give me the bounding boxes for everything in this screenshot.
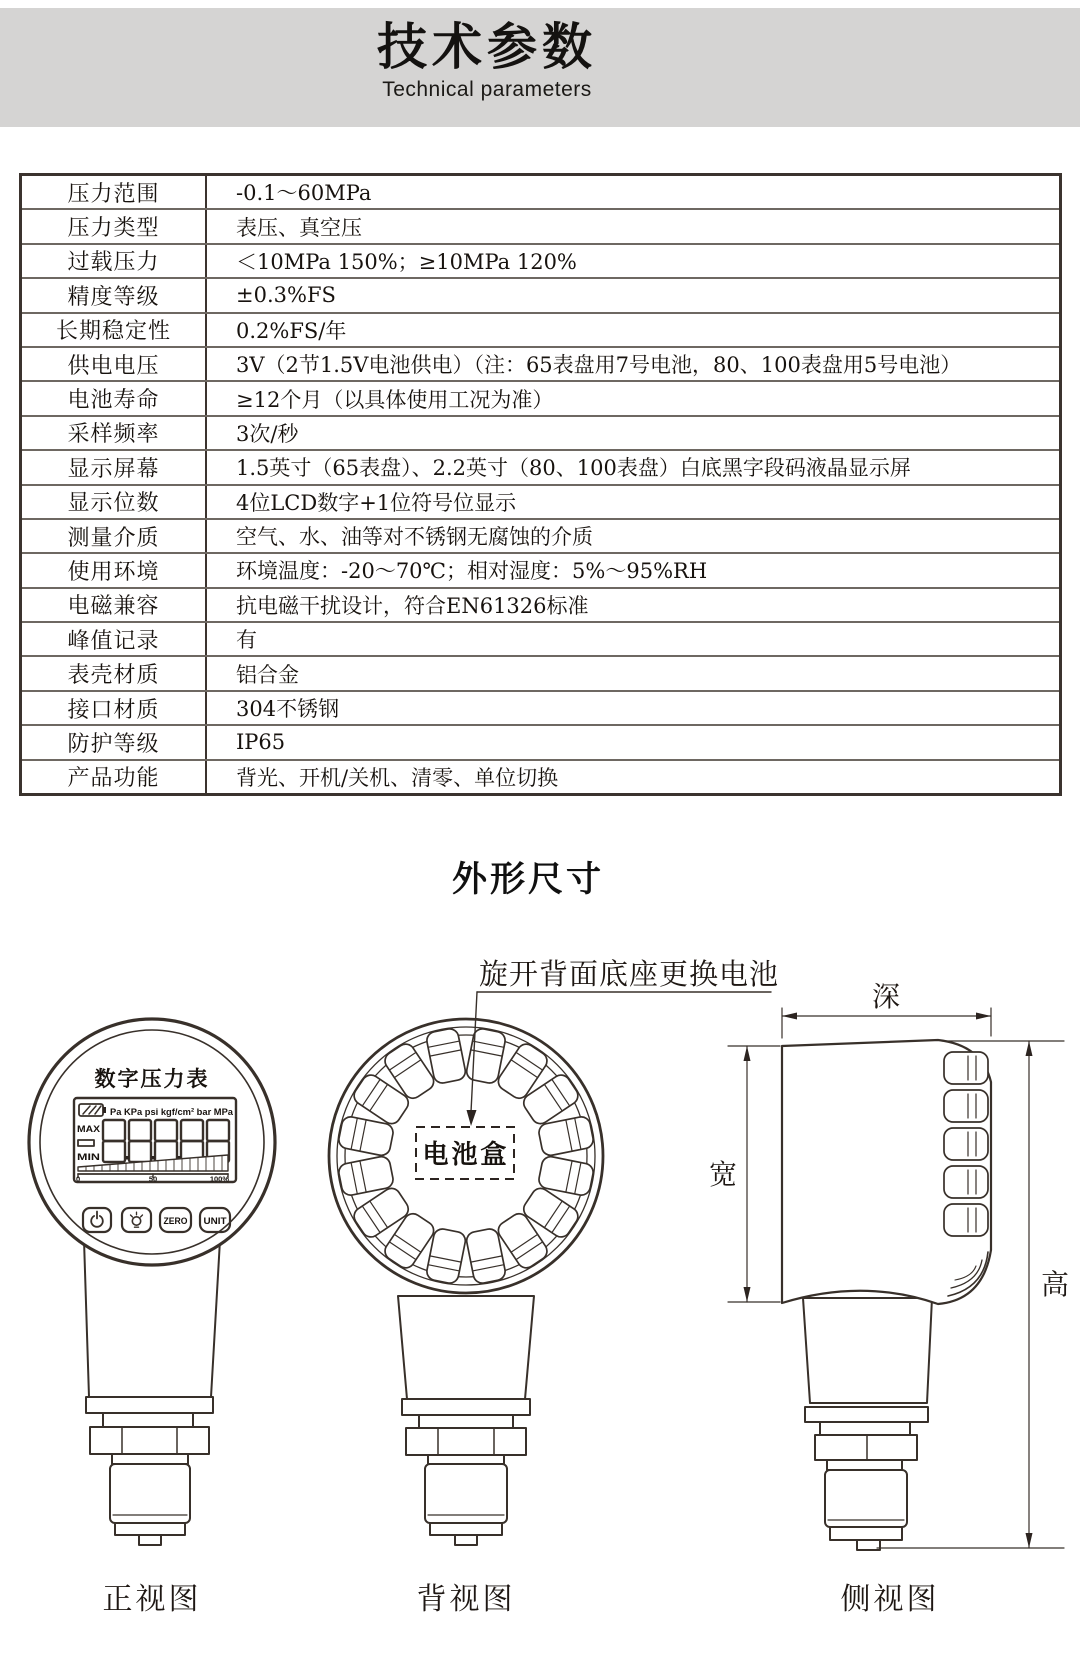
dimension-arrow — [1026, 1533, 1033, 1548]
spec-label: 峰值记录 — [22, 623, 207, 655]
table-row — [22, 690, 1059, 724]
spec-label: 使用环境 — [22, 554, 207, 586]
dimension-arrow — [782, 1013, 797, 1020]
battery-annotation: 旋开背面底座更换电池 — [479, 957, 780, 991]
table-row — [22, 415, 1059, 449]
decimal-point — [126, 1156, 130, 1160]
front-view-label: 正视图 — [102, 1582, 202, 1617]
pressure-port-stem — [803, 1298, 932, 1550]
spec-value: ＜10MPa 150%；≥10MPa 120% — [236, 249, 577, 274]
spec-value: 环境温度：-20～70℃；相对湿度：5%～95%RH — [236, 559, 708, 584]
table-row — [22, 449, 1059, 483]
spec-label: 测量介质 — [22, 520, 207, 552]
width-dimension — [709, 1046, 780, 1302]
front-view — [29, 1019, 275, 1617]
dimension-arrow — [976, 1013, 991, 1020]
dimension-arrow — [744, 1046, 751, 1061]
depth-label: 深 — [871, 980, 901, 1013]
scale-hundred-label: 100% — [209, 1174, 229, 1184]
page-title: 技术参数 — [377, 19, 597, 75]
dimension-arrow — [1026, 1041, 1033, 1056]
pressure-port-stem — [398, 1296, 534, 1545]
lcd-display — [74, 1098, 236, 1184]
spec-label: 电池寿命 — [22, 382, 207, 414]
spec-label: 防护等级 — [22, 726, 207, 758]
decimal-point — [152, 1156, 156, 1160]
dimensions-section-title: 外形尺寸 — [451, 860, 604, 899]
table-row — [22, 176, 1059, 208]
spec-label: 显示位数 — [22, 486, 207, 518]
spec-label: 过载压力 — [22, 245, 207, 277]
spec-value: 空气、水、油等对不锈钢无腐蚀的介质 — [236, 525, 593, 550]
spec-value: 背光、开机/关机、清零、单位切换 — [236, 765, 559, 790]
spec-label: 压力范围 — [22, 176, 207, 208]
spec-value: -0.1～60MPa — [236, 181, 372, 206]
table-row — [22, 552, 1059, 586]
table-row — [22, 621, 1059, 655]
table-row — [22, 759, 1059, 793]
spec-label: 采样频率 — [22, 417, 207, 449]
page-subtitle: Technical parameters — [382, 78, 592, 101]
battery-box-label: 电池盒 — [422, 1139, 510, 1169]
dimension-drawing — [0, 900, 1080, 1660]
spec-value: ≥12个月（以具体使用工况为准） — [236, 387, 554, 412]
side-view — [709, 980, 1069, 1617]
spec-value: 抗电磁干扰设计，符合EN61326标准 — [236, 593, 589, 618]
spec-label: 显示屏幕 — [22, 451, 207, 483]
table-row — [22, 277, 1059, 311]
table-row — [22, 346, 1059, 380]
lcd-unit-labels: Pa KPa psi kgf/cm² bar MPa — [110, 1107, 234, 1118]
spec-label: 接口材质 — [22, 692, 207, 724]
depth-dimension — [782, 980, 991, 1038]
back-view-label: 背视图 — [416, 1582, 516, 1617]
spec-value: 0.2%FS/年 — [236, 318, 347, 343]
scale-zero-label: 0 — [76, 1174, 81, 1184]
gauge-title: 数字压力表 — [94, 1068, 210, 1091]
lcd-max-label: MAX — [77, 1124, 101, 1135]
spec-value: 4位LCD数字+1位符号位显示 — [236, 490, 517, 515]
spec-label: 表壳材质 — [22, 657, 207, 689]
spec-value: 1.5英寸（65表盘）、2.2英寸（80、100表盘）白底黑字段码液晶显示屏 — [236, 456, 911, 481]
lcd-min-label: MIN — [77, 1152, 101, 1163]
spec-value: 3V（2节1.5V电池供电）（注：65表盘用7号电池，80、100表盘用5号电池） — [236, 353, 962, 378]
spec-label: 长期稳定性 — [22, 314, 207, 346]
spec-label: 压力类型 — [22, 210, 207, 242]
spec-value: IP65 — [236, 730, 286, 755]
spec-label: 供电电压 — [22, 348, 207, 380]
page-header — [0, 20, 974, 102]
spec-label: 精度等级 — [22, 279, 207, 311]
spec-value: ±0.3%FS — [236, 283, 336, 308]
table-row — [22, 312, 1059, 346]
table-row — [22, 518, 1059, 552]
side-view-label: 侧视图 — [840, 1582, 940, 1617]
spec-value: 304不锈钢 — [236, 697, 340, 722]
spec-value: 铝合金 — [236, 662, 299, 687]
table-row — [22, 208, 1059, 242]
table-row — [22, 724, 1059, 758]
table-row — [22, 655, 1059, 689]
dimension-arrow — [744, 1287, 751, 1302]
scale-fifty-label: 50 — [148, 1174, 158, 1184]
width-label: 宽 — [708, 1158, 738, 1191]
spec-value: 有 — [236, 628, 257, 653]
zero-button-label: ZERO — [163, 1216, 188, 1226]
table-row — [22, 380, 1059, 414]
back-view — [329, 957, 779, 1617]
unit-button-label: UNIT — [203, 1216, 228, 1226]
table-row — [22, 243, 1059, 277]
pressure-port-stem — [84, 1240, 220, 1545]
height-label: 高 — [1040, 1268, 1070, 1301]
spec-value: 3次/秒 — [236, 421, 299, 446]
spec-label: 电磁兼容 — [22, 589, 207, 621]
spec-table — [19, 173, 1062, 796]
table-row — [22, 484, 1059, 518]
table-row — [22, 587, 1059, 621]
spec-value: 表压、真空压 — [236, 215, 362, 240]
spec-label: 产品功能 — [22, 761, 207, 793]
